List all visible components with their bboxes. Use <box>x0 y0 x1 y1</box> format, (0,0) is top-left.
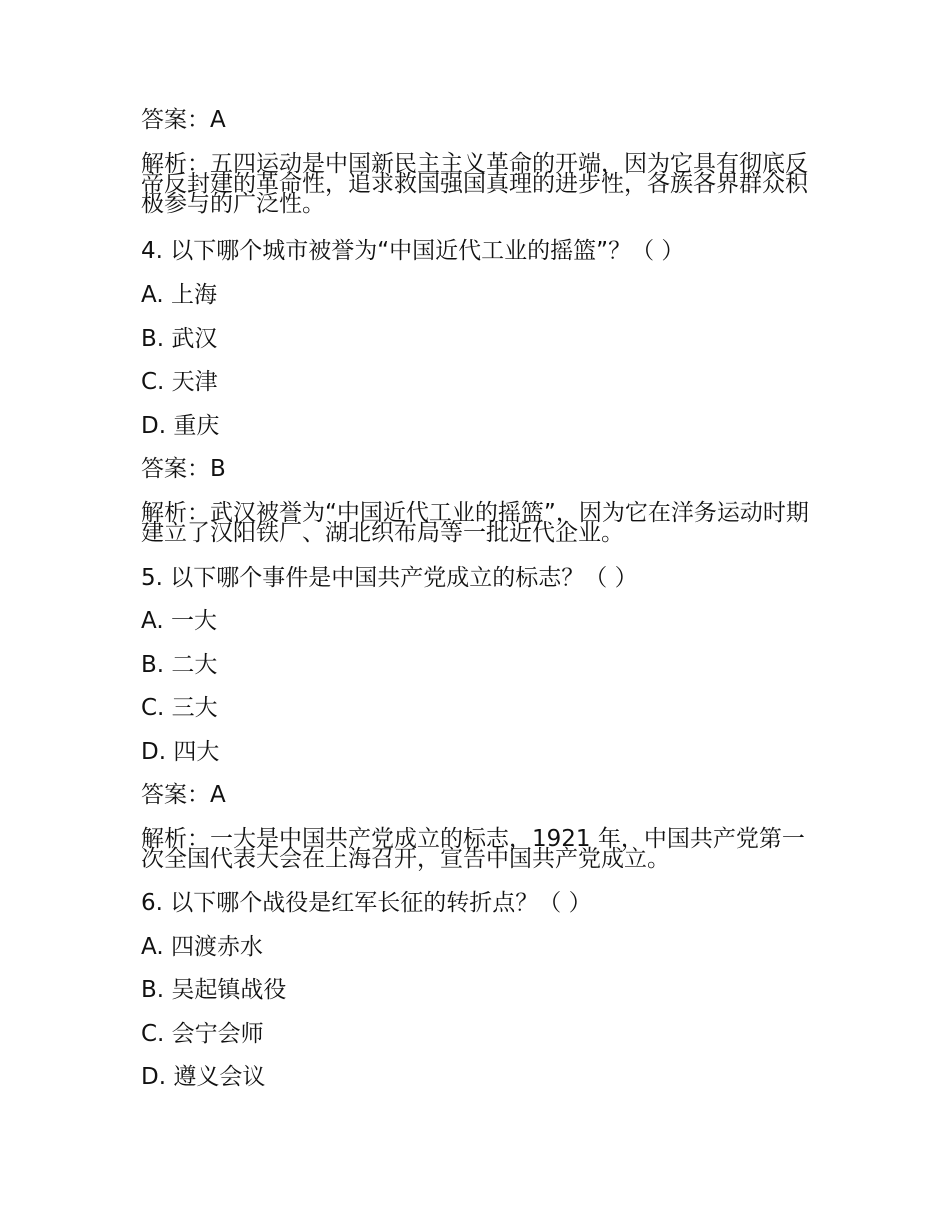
option-c: C. 会宁会师 <box>141 1021 264 1047</box>
option-b: B. 武汉 <box>141 326 218 352</box>
option-a: A. 上海 <box>141 282 217 308</box>
option-b: B. 二大 <box>141 652 218 678</box>
question-6: 6. 以下哪个战役是红军长征的转折点？（ ） <box>141 890 592 916</box>
question-4: 4. 以下哪个城市被誉为“中国近代工业的摇篮”？（ ） <box>141 238 685 264</box>
answer-line: 答案：A <box>141 782 226 808</box>
analysis-paragraph: 解析：五四运动是中国新民主主义革命的开端，因为它具有彻底反帝反封建的革命性，追求救国强国真理的进步性，各族各界群众积极参与的广泛性。 <box>141 151 808 217</box>
option-c: C. 三大 <box>141 695 218 721</box>
option-d: D. 遵义会议 <box>141 1064 266 1090</box>
option-d: D. 四大 <box>141 739 220 765</box>
option-a: A. 一大 <box>141 608 217 634</box>
option-c: C. 天津 <box>141 369 218 395</box>
analysis-paragraph: 解析：武汉被誉为“中国近代工业的摇篮”，因为它在洋务运动时期建立了汉阳铁厂、湖北织布局等一批近代企业。 <box>141 500 809 546</box>
answer-line: 答案：B <box>141 456 226 482</box>
answer-line: 答案：A <box>141 107 226 133</box>
analysis-paragraph: 解析：一大是中国共产党成立的标志，1921 年，中国共产党第一次全国代表大会在上海召开，宣告中国共产党成立。 <box>141 826 805 872</box>
option-b: B. 吴起镇战役 <box>141 977 287 1003</box>
option-d: D. 重庆 <box>141 413 220 439</box>
option-a: A. 四渡赤水 <box>141 934 263 960</box>
question-5: 5. 以下哪个事件是中国共产党成立的标志？（ ） <box>141 565 638 591</box>
